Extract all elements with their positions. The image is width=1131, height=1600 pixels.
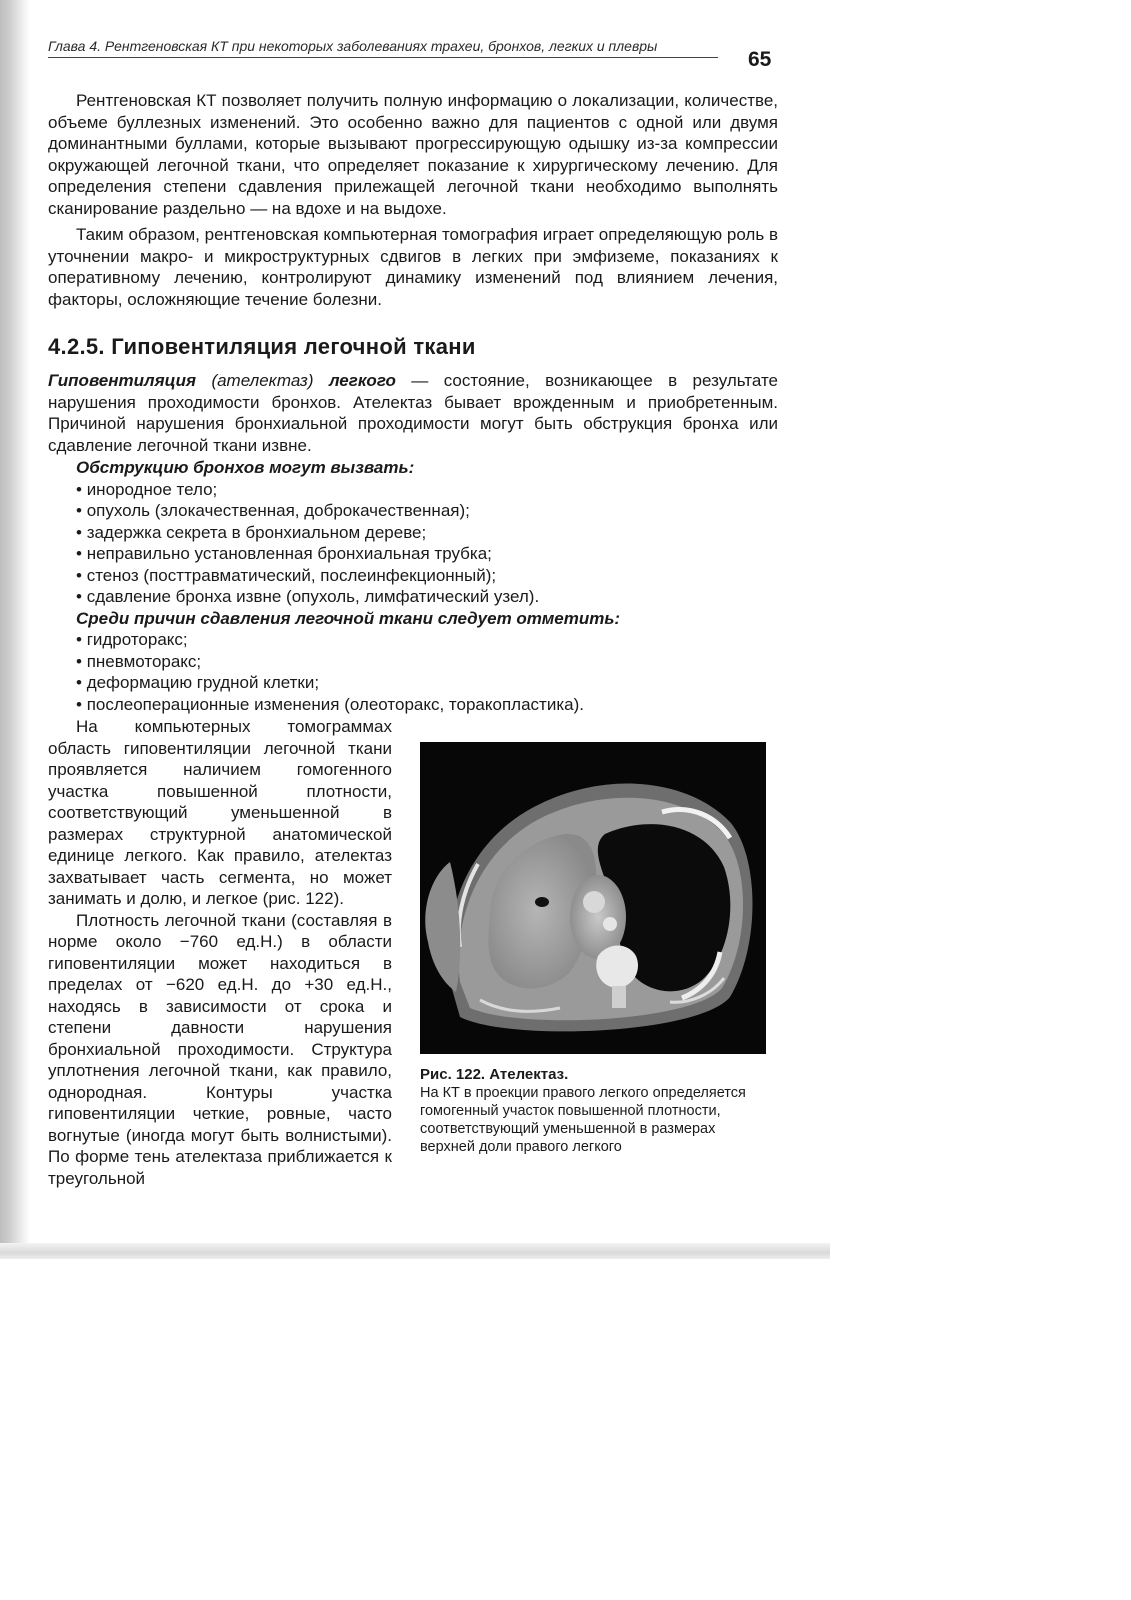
- list-item: • гидроторакс;: [76, 629, 778, 651]
- ct-scan-figure: [420, 742, 766, 1054]
- list-item: • задержка секрета в бронхиальном дереве;: [76, 522, 778, 544]
- definition-term-suffix: легкого: [328, 371, 396, 390]
- caption-title: Рис. 122. Ателектаз.: [420, 1066, 569, 1083]
- list-item: • пневмоторакс;: [76, 651, 778, 673]
- paragraph-conclusion: Таким образом, рентгеновская компьютерная томография играет определяющую роль в уточнении макро- и микроструктурных сдвигов в легких при эмфиземе, показаниях к оперативному лечению, контролируют динамику изменений под влиянием лечения, факторы, осложняющие течение болезни.: [48, 225, 778, 309]
- obstruction-heading: Обструкцию бронхов могут вызвать:: [76, 458, 415, 477]
- obstruction-list: [48, 479, 778, 608]
- causes-lists: [48, 457, 778, 715]
- caption-text: На КТ в проекции правого легкого определяется гомогенный участок повышенной плотности, соответствующий уменьшенной в размерах верхней доли правого легкого: [420, 1085, 746, 1155]
- paragraph-ct-appearance: На компьютерных томограммах область гиповентиляции легочной ткани проявляется наличием гомогенного участка повышенной плотности, соответствующий уменьшенной в размерах структурной анатомической единице легкого. Как правило, ателектаз захватывает часть сегмента, но может занимать и долю, и легкое (рис. 122).: [48, 717, 392, 908]
- scan-page-edge: [0, 1243, 830, 1259]
- ct-scan-image: [420, 742, 766, 1054]
- list-item: • опухоль (злокачественная, доброкачественная);: [76, 500, 778, 522]
- list-item: • стеноз (посттравматический, послеинфекционный);: [76, 565, 778, 587]
- list-item: • послеоперационные изменения (олеоторакс, торакопластика).: [76, 694, 778, 716]
- list-item: • деформацию грудной клетки;: [76, 672, 778, 694]
- list-item: • неправильно установленная бронхиальная трубка;: [76, 543, 778, 565]
- running-head: Глава 4. Рентгеновская КТ при некоторых заболеваниях трахеи, бронхов, легких и плевры: [48, 38, 718, 58]
- definition-paragraph: [48, 370, 778, 456]
- text-column: [48, 716, 392, 1189]
- paragraph-bullae: Рентгеновская КТ позволяет получить полную информацию о локализации, количестве, объеме буллезных изменений. Это особенно важно для пациентов с одной или двумя доминантными буллами, которые вызывают прогрессирующую одышку из-за компрессии окружающей легочной ткани, что определяет показание к хирургическому лечению. Для определения степени сдавления прилежащей легочной ткани необходимо выполнять сканирование раздельно — на вдохе и на выдохе.: [48, 91, 778, 218]
- section-heading: 4.2.5. Гиповентиляция легочной ткани: [48, 334, 476, 359]
- definition-text: — состояние, возникающее в результате нарушения проходимости бронхов. Ателектаз бывает врожденным и приобретенным. Причиной нарушения бронхиальной проходимости могут быть обструкция бронха или сдавление легочной ткани извне.: [48, 371, 778, 455]
- list-item: • инородное тело;: [76, 479, 778, 501]
- figure-caption: [420, 1066, 766, 1156]
- page-number: 65: [748, 48, 772, 71]
- compression-heading: Среди причин сдавления легочной ткани следует отметить:: [76, 608, 621, 628]
- compression-list: [48, 629, 778, 715]
- paragraph-density: Плотность легочной ткани (составляя в норме около −760 ед.Н.) в области гиповентиляции может находиться в пределах от −620 ед.Н. до +30 ед.Н., находясь в зависимости от срока и степени давности нарушения бронхиальной проходимости. Структура уплотнения легочной ткани, как правило, однородная. Контуры участка гиповентиляции четкие, ровные, часто вогнутые (иногда могут быть волнистыми). По форме тень ателектаза приближается к треугольной: [48, 910, 392, 1188]
- scan-binding-shadow: [0, 0, 30, 1245]
- definition-alt-term: (ателектаз): [211, 371, 314, 390]
- definition-term: Гиповентиляция: [48, 371, 196, 390]
- list-item: • сдавление бронха извне (опухоль, лимфатический узел).: [76, 586, 778, 608]
